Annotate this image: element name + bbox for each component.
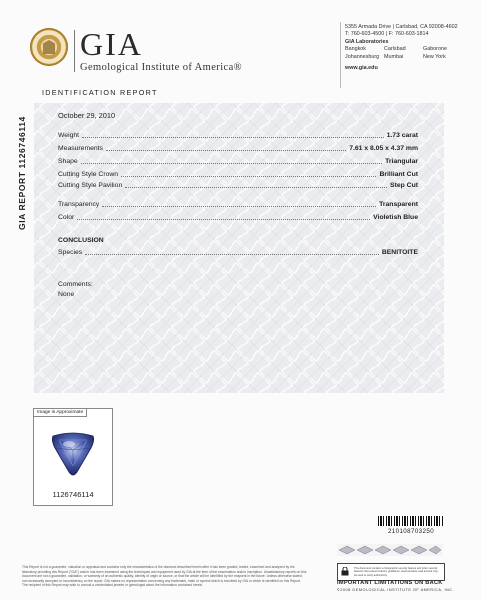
- city: Bangkok: [345, 46, 366, 53]
- field-label: Cutting Style Crown: [58, 171, 119, 178]
- dot-leader: [125, 186, 387, 188]
- city: Gaborone: [423, 46, 447, 53]
- gem-image-box: [33, 408, 113, 506]
- field-label: Cutting Style Pavilion: [58, 182, 123, 189]
- shield-icon: [43, 40, 55, 54]
- image-report-number: 1126746114: [52, 490, 94, 499]
- field-row-transparency: [58, 200, 418, 209]
- field-row-cutting-pavilion: [58, 181, 418, 190]
- labs-title: GIA Laboratories: [345, 38, 389, 45]
- comments-label: Comments:: [58, 281, 93, 288]
- dot-leader: [121, 175, 376, 177]
- logo-divider: [74, 30, 75, 72]
- gia-logo-subtitle: Gemological Institute of America®: [80, 62, 243, 73]
- field-row-cutting-crown: [58, 170, 418, 179]
- barcode: [378, 516, 444, 526]
- dot-leader: [85, 253, 379, 255]
- dot-leader: [82, 136, 384, 138]
- lock-icon: [341, 567, 349, 576]
- field-value: Triangular: [385, 158, 418, 165]
- security-notice-box: [337, 563, 445, 581]
- phone-line: T: 760-603-4500 | F: 760-603-1814: [345, 31, 429, 38]
- report-number-side-label: GIA REPORT 1126746114: [17, 116, 27, 230]
- field-value: 7.61 x 8.05 x 4.37 mm: [349, 145, 418, 152]
- image-caption: Image is Approximate: [34, 409, 87, 417]
- barcode-number: 210108703250: [387, 528, 435, 535]
- report-date: October 29, 2010: [58, 111, 116, 120]
- hologram-strip: [337, 544, 443, 556]
- field-label: Weight: [58, 132, 80, 139]
- limitations-heading: IMPORTANT LIMITATIONS ON BACK: [337, 580, 443, 586]
- field-row-measurements: [58, 144, 418, 153]
- conclusion-heading: CONCLUSION: [58, 237, 104, 244]
- address-block: [345, 24, 462, 72]
- field-value: 1.73 carat: [386, 132, 418, 139]
- disclaimer-fine-print: This Report is not a guarantee, valuation or appraisal and contains only the characteristics of the diamond described herein after it has been graded, tested, examined and analyzed by the laboratory providing this Report ("GIA") and/or has been examined using the techniques and equipment used by GIA at the time of the examination and/or inscription. Unsatisfactory reports on this document are not a guarantee, validation, or warranty of an authentic quality, identity of origin or source, or that the article will be identified by the recipient in the future. Unless otherwise stated, not necessarily accepted or inconsistency on the report. GIA makes no representation concerning any trademark, mark or symbol which is inscribed by GIA or which is identified on this Report. The recipient of this Report may wish to consult a credentialed jeweler or gemologist about the information contained herein.: [22, 565, 307, 588]
- address-line: 5355 Armada Drive | Carlsbad, CA 92008-4602: [345, 24, 458, 30]
- city: Carlsbad: [384, 46, 406, 53]
- field-value: Step Cut: [390, 182, 418, 189]
- field-value: BENITOITE: [381, 249, 418, 256]
- dot-leader: [102, 205, 376, 207]
- field-row-shape: [58, 157, 418, 166]
- dot-leader: [77, 218, 370, 220]
- dot-leader: [81, 162, 382, 164]
- field-label: Shape: [58, 158, 78, 165]
- security-notice-text: This document contains a holographic security feature and other security features that exceed industry guidelines. Heat-sensitive seal at back may be used to verify authenticity.: [354, 567, 438, 577]
- comments-value: None: [58, 291, 75, 298]
- field-row-color: [58, 213, 418, 222]
- field-row-weight: [58, 131, 418, 140]
- field-value: Brilliant Cut: [379, 171, 418, 178]
- lab-cities: [345, 46, 462, 61]
- gia-seal-logo: [30, 28, 68, 66]
- field-label: Color: [58, 214, 75, 221]
- gem-photo: [47, 428, 99, 480]
- field-label: Measurements: [58, 145, 103, 152]
- dot-leader: [106, 149, 346, 151]
- field-value: Transparent: [379, 201, 418, 208]
- field-row-species: [58, 248, 418, 257]
- city: Johannesburg: [345, 53, 380, 60]
- copyright-line: ©2008 GEMOLOGICAL INSTITUTE OF AMERICA, INC.: [337, 588, 455, 592]
- field-label: Species: [58, 249, 83, 256]
- field-label: Transparency: [58, 201, 100, 208]
- report-title: IDENTIFICATION REPORT: [42, 88, 158, 97]
- website: www.gia.edu: [345, 65, 378, 72]
- gia-logo-word: GIA: [80, 26, 143, 62]
- field-value: Violetish Blue: [373, 214, 418, 221]
- city: Mumbai: [384, 53, 404, 60]
- city: New York: [423, 53, 446, 60]
- address-divider: [340, 22, 341, 88]
